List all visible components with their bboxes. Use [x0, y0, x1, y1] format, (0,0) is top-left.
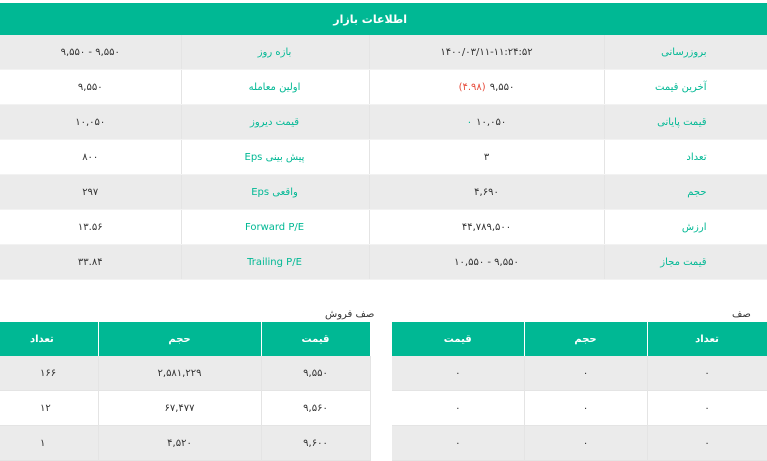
sell-price-cell: ۹,۶۰۰ [261, 426, 370, 461]
sell-count-cell: ۱۲ [0, 391, 98, 426]
sell-volume-header: حجم [98, 322, 261, 356]
info-value-right [369, 175, 604, 210]
sell-price-header: قیمت [261, 322, 370, 356]
buy-price-header: قیمت [392, 322, 524, 356]
info-value-left: ۱۳.۵۶ [0, 210, 181, 245]
info-value-left: ۳۳.۸۴ [0, 245, 181, 280]
info-row [0, 175, 767, 210]
info-value-change: (۴.۹۸) [458, 81, 486, 93]
buy-price-cell: ۰ [392, 391, 524, 426]
sell-queue-header-row [0, 322, 370, 356]
sell-volume-cell: ۴,۵۲۰ [98, 426, 261, 461]
info-label-left: قیمت دیروز [181, 105, 369, 140]
buy-queue-row [392, 391, 767, 426]
buy-queue-row [392, 426, 767, 461]
info-value-text: ۱۰,۰۵۰ [476, 116, 507, 128]
info-value-text: ۳ [483, 151, 490, 163]
buy-queue-row [392, 356, 767, 391]
sell-queue-table [0, 322, 371, 461]
info-value-left: ۹,۵۵۰ [0, 70, 181, 105]
sell-count-header: تعداد [0, 322, 98, 356]
info-row [0, 140, 767, 175]
market-info-header [0, 3, 767, 35]
buy-count-header: تعداد [647, 322, 767, 356]
buy-count-cell: ۰ [647, 356, 767, 391]
info-value-left: ۹,۵۵۰ - ۹,۵۵۰ [0, 35, 181, 70]
sell-count-cell: ۱۶۶ [0, 356, 98, 391]
sell-volume-cell: ۶۷,۴۷۷ [98, 391, 261, 426]
info-value-right [369, 35, 604, 70]
info-value-text: ۴۴,۷۸۹,۵۰۰ [461, 221, 512, 233]
info-value-left: ۸۰۰ [0, 140, 181, 175]
info-label-left: بازه روز [181, 35, 369, 70]
buy-price-cell: ۰ [392, 426, 524, 461]
buy-queue-title: صف [732, 309, 751, 320]
sell-queue-row [0, 391, 370, 426]
info-value-right [369, 140, 604, 175]
info-row [0, 105, 767, 140]
info-value-left: ۱۰,۰۵۰ [0, 105, 181, 140]
info-row [0, 70, 767, 105]
buy-volume-header: حجم [524, 322, 647, 356]
info-value-text: ۴,۶۹۰ [474, 186, 499, 198]
sell-price-cell: ۹,۵۵۰ [261, 356, 370, 391]
info-value-left: ۲۹۷ [0, 175, 181, 210]
info-label-left: Forward P/E [181, 210, 369, 245]
info-row [0, 210, 767, 245]
info-label-right: بروزرسانی [604, 35, 767, 70]
buy-queue-table [392, 322, 767, 461]
sell-queue-row [0, 426, 370, 461]
market-info-table [0, 35, 767, 280]
info-value-text: ۱۰,۵۵۰ - ۹,۵۵۰ [454, 256, 519, 268]
sell-price-cell: ۹,۵۶۰ [261, 391, 370, 426]
info-row [0, 35, 767, 70]
buy-volume-cell: ۰ [524, 356, 647, 391]
info-label-left: Trailing P/E [181, 245, 369, 280]
info-value-change: ۰ [466, 116, 473, 128]
info-label-right: آخرین قیمت [604, 70, 767, 105]
info-label-right: ارزش [604, 210, 767, 245]
info-value-right [369, 70, 604, 105]
info-value-right [369, 245, 604, 280]
sell-count-cell: ۱ [0, 426, 98, 461]
buy-count-cell: ۰ [647, 391, 767, 426]
info-value-right [369, 210, 604, 245]
info-value-text: ۱۴۰۰/۰۳/۱۱-۱۱:۲۴:۵۲ [440, 46, 533, 58]
buy-count-cell: ۰ [647, 426, 767, 461]
info-label-left: Eps پیش بینی [181, 140, 369, 175]
info-label-left: اولین معامله [181, 70, 369, 105]
info-value-text: ۹,۵۵۰ [489, 81, 515, 93]
info-row [0, 245, 767, 280]
sell-queue-row [0, 356, 370, 391]
info-label-right: حجم [604, 175, 767, 210]
buy-queue-header-row [392, 322, 767, 356]
info-label-right: قیمت پایانی [604, 105, 767, 140]
buy-volume-cell: ۰ [524, 426, 647, 461]
market-info-title: اطلاعات بازار [333, 12, 407, 26]
info-label-left: Eps واقعی [181, 175, 369, 210]
sell-queue-title: صف فروش [325, 309, 375, 320]
sell-volume-cell: ۲,۵۸۱,۲۲۹ [98, 356, 261, 391]
info-label-right: قیمت مجاز [604, 245, 767, 280]
info-label-right: تعداد [604, 140, 767, 175]
buy-volume-cell: ۰ [524, 391, 647, 426]
buy-price-cell: ۰ [392, 356, 524, 391]
info-value-right [369, 105, 604, 140]
